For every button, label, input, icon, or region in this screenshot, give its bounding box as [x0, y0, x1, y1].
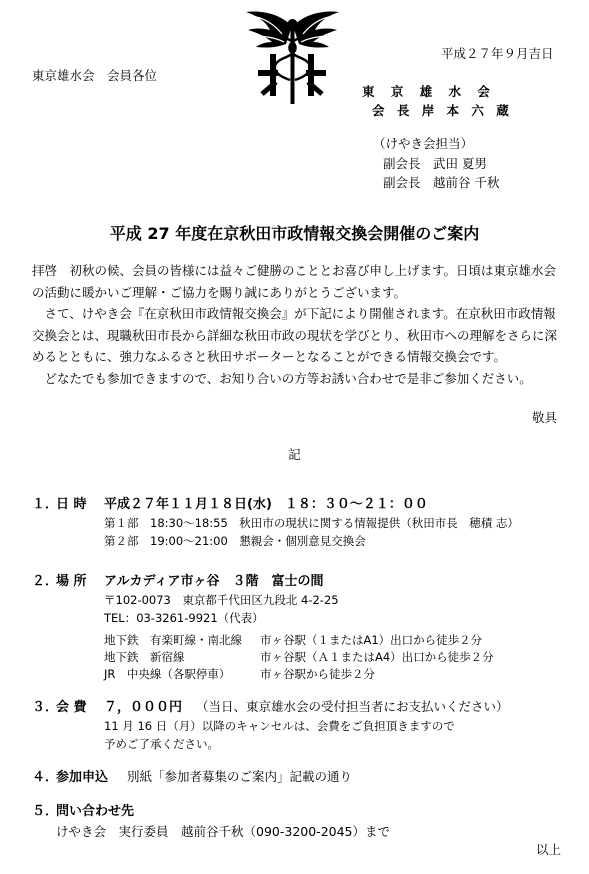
program-part-1: 第１部 18:30～18:55 秋田市の現状に関する情報提供（秋田市長 穂積 志）	[104, 516, 519, 530]
datetime-value: 平成２７年１１月１８日(水) １８：３０～２１：００	[104, 497, 428, 512]
fee-payment-note: （当日、東京雄水会の受付担当者にお支払いください）	[196, 699, 509, 714]
contact-value: けやき会 実行委員 越前谷千秋（090-3200-2045）まで	[56, 824, 391, 839]
contact-number: ５．	[32, 804, 59, 819]
contact-label: 問い合わせ先	[56, 804, 135, 819]
sender-president: 会 長 岸 本 六 蔵	[372, 103, 513, 118]
access-line: 地下鉄 新宿線	[104, 650, 185, 664]
ki-heading: 記	[288, 447, 301, 462]
sender-committee: （けやき会担当）	[373, 136, 474, 151]
access-line: 地下鉄 有楽町線・南北線	[104, 633, 242, 647]
document-title: 平成 27 年度在京秋田市政情報交換会開催のご案内	[109, 224, 480, 243]
place-label: 場 所	[56, 574, 87, 589]
intro-paragraph: さて、けやき会『在京秋田市政情報交換会』が下記により開催されます。在京秋田市政情報交換会とは、現職秋田市長から詳細な秋田市政の現状を学びとり、秋田市への理解をさらに深めるとともに、強力なふるさと秋田サポーターとなることができる情報交換会です。	[32, 306, 558, 365]
closing-ijou: 以上	[535, 842, 561, 857]
program-part-2: 第２部 19:00～21:00 懇親会・個別意見交換会	[104, 534, 366, 548]
apply-value: 別紙「参加者募集のご案内」記載の通り	[127, 769, 353, 784]
fee-number: ３．	[32, 700, 59, 715]
sender-vice-president-2: 副会長 越前谷 千秋	[383, 175, 500, 190]
access-line: JR 中央線（各駅停車）	[104, 667, 231, 681]
caduceus-logo-icon	[240, 6, 345, 106]
access-station: 市ヶ谷駅（Ａ１またはA4）出口から徒歩２分	[260, 650, 494, 664]
addressee: 東京雄水会 会員各位	[32, 68, 158, 83]
datetime-number: １．	[32, 497, 59, 512]
greeting-paragraph: 拝啓 初秋の候、会員の皆様には益々ご健勝のこととお喜び申し上げます。日頃は東京雄水会の活動に暖かいご理解・ご協力を賜り誠にありがとうございます。	[32, 263, 557, 300]
body-text	[32, 260, 564, 390]
cancellation-note-2: 予めご了承ください。	[104, 737, 219, 751]
fee-label: 会 費	[56, 700, 87, 715]
fee-value: ７，０００円	[104, 700, 183, 715]
access-station: 市ヶ谷駅から徒歩２分	[260, 667, 375, 681]
place-number: ２．	[32, 574, 59, 589]
place-telephone: TEL：03-3261-9921（代表）	[104, 611, 264, 625]
place-address: 〒102-0073 東京都千代田区九段北 4-2-25	[104, 593, 339, 607]
document-date: 平成２７年９月吉日	[441, 46, 554, 61]
datetime-label: 日 時	[56, 497, 87, 512]
sender-vice-president-1: 副会長 武田 夏男	[383, 156, 487, 171]
invitation-paragraph: どなたでも参加できますので、お知り合いの方等お誘い合わせで是非ご参加ください。	[44, 370, 532, 386]
apply-number: ４．	[32, 770, 59, 785]
place-value: アルカディア市ヶ谷 ３階 富士の間	[104, 574, 324, 589]
apply-label: 参加申込	[56, 770, 109, 785]
sender-organization: 東 京 雄 水 会	[362, 84, 496, 99]
cancellation-note-1: 11 月 16 日（月）以降のキャンセルは、会費をご負担頂きますので	[104, 719, 455, 733]
closing-keigu: 敬具	[531, 410, 557, 425]
access-station: 市ヶ谷駅（１またはA1）出口から徒歩２分	[260, 633, 483, 647]
